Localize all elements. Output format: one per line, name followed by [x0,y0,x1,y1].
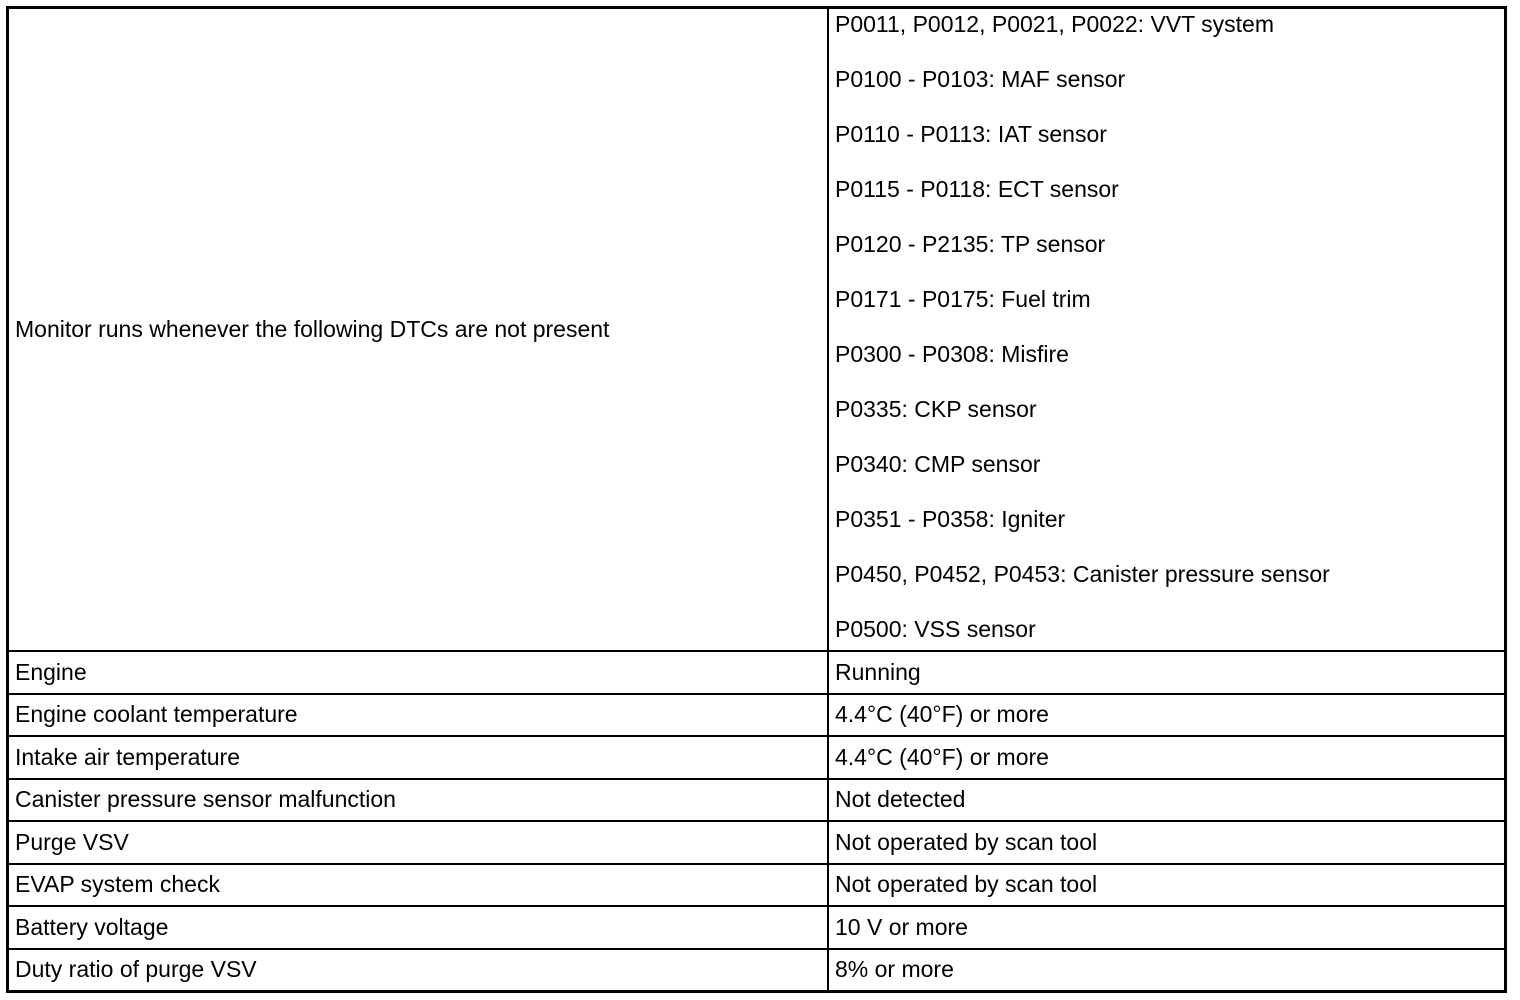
table-row [9,949,1504,991]
condition-cell: Battery voltage [9,906,828,949]
dtc-item: P0011, P0012, P0021, P0022: VVT system [835,11,1274,37]
condition-cell: Monitor runs whenever the following DTCs are not present [9,9,828,651]
condition-cell: Engine [9,651,828,694]
table-row [9,694,1504,737]
dtc-item: P0120 - P2135: TP sensor [835,231,1106,257]
dtc-item: P0300 - P0308: Misfire [835,341,1069,367]
condition-cell: Intake air temperature [9,736,828,779]
dtc-item: P0115 - P0118: ECT sensor [835,176,1119,202]
condition-cell: Purge VSV [9,821,828,864]
dtc-item: P0335: CKP sensor [835,396,1037,422]
condition-cell: Engine coolant temperature [9,694,828,737]
table-row [9,736,1504,779]
condition-cell: Duty ratio of purge VSV [9,949,828,991]
value-cell: Not operated by scan tool [828,821,1504,864]
dtc-item: P0340: CMP sensor [835,451,1041,477]
table-row [9,779,1504,822]
dtc-item: P0450, P0452, P0453: Canister pressure sensor [835,561,1330,587]
value-cell: Not detected [828,779,1504,822]
monitor-conditions-table [9,9,1504,990]
dtc-list-cell [828,9,1504,651]
condition-cell: EVAP system check [9,864,828,907]
table-row [9,651,1504,694]
dtc-item: P0171 - P0175: Fuel trim [835,286,1091,312]
value-cell: Not operated by scan tool [828,864,1504,907]
dtc-item: P0351 - P0358: Igniter [835,506,1066,532]
condition-cell: Canister pressure sensor malfunction [9,779,828,822]
conditions-table-frame [6,6,1507,993]
dtc-item: P0100 - P0103: MAF sensor [835,66,1126,92]
table-row [9,821,1504,864]
value-cell: 4.4°C (40°F) or more [828,736,1504,779]
value-cell: 4.4°C (40°F) or more [828,694,1504,737]
value-cell: Running [828,651,1504,694]
table-row [9,9,1504,651]
value-cell: 8% or more [828,949,1504,991]
dtc-item: P0500: VSS sensor [835,616,1036,642]
table-row [9,864,1504,907]
dtc-item: P0110 - P0113: IAT sensor [835,121,1107,147]
table-row [9,906,1504,949]
value-cell: 10 V or more [828,906,1504,949]
